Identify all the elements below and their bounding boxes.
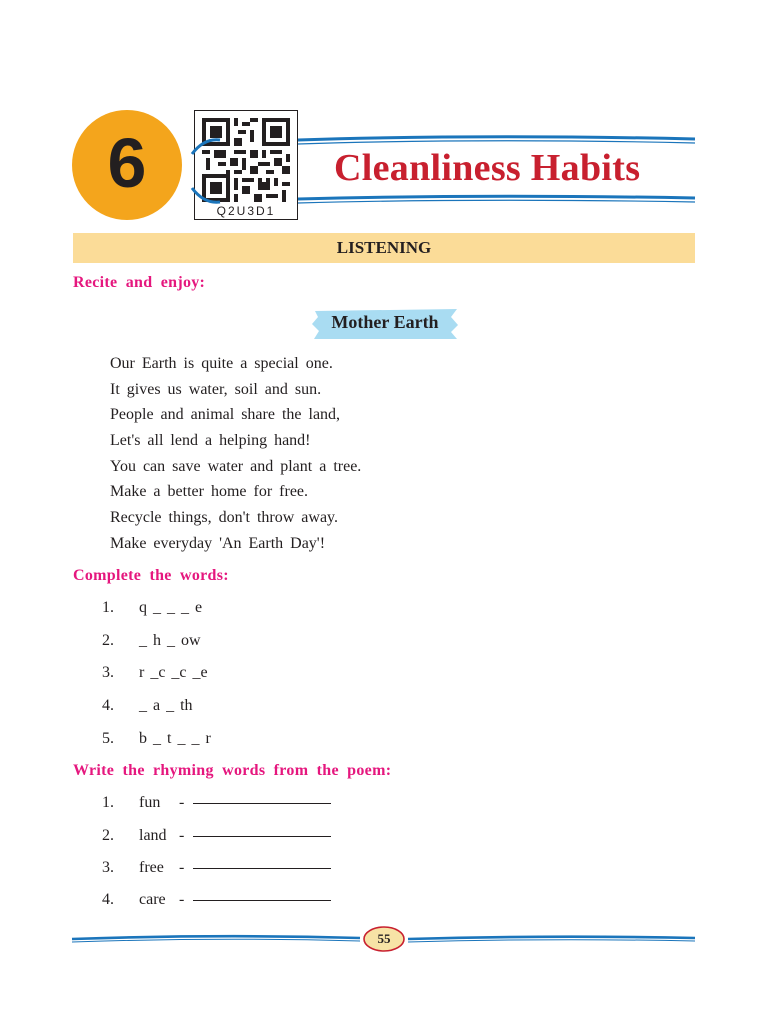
chapter-number: 6: [107, 124, 147, 202]
word-puzzle: r _c _c _e: [139, 664, 208, 681]
rhyming-heading: Write the rhyming words from the poem:: [73, 762, 392, 779]
list-item: [102, 664, 208, 682]
section-title: LISTENING: [336, 238, 432, 257]
poem-line: Our Earth is quite a special one.: [110, 355, 333, 372]
word-puzzle: _ h _ ow: [139, 632, 201, 649]
list-item: [102, 730, 211, 748]
poem-title: Mother Earth: [331, 312, 439, 332]
item-number: 2.: [102, 632, 114, 649]
dash: -: [179, 859, 185, 876]
word-puzzle: b _ t _ _ r: [139, 730, 211, 747]
section-band: [73, 233, 695, 263]
chapter-number-badge: [72, 110, 182, 220]
item-number: 1.: [102, 794, 114, 811]
page-number-badge: [362, 925, 406, 953]
chapter-title: Cleanliness Habits: [334, 147, 641, 189]
poem-line: Make a better home for free.: [110, 483, 309, 501]
poem-line: You can save water and plant a tree.: [110, 457, 362, 475]
poem: [110, 353, 361, 559]
dash: -: [179, 794, 185, 811]
dash: -: [179, 891, 185, 908]
poem-line: It gives us water, soil and sun.: [110, 380, 322, 398]
list-item: [102, 599, 202, 617]
answer-blank[interactable]: [193, 867, 331, 869]
rhyme-word: fun: [139, 794, 161, 811]
dash: -: [179, 827, 185, 844]
item-number: 3.: [102, 664, 114, 681]
item-number: 5.: [102, 730, 114, 747]
list-item: [102, 794, 331, 812]
item-number: 2.: [102, 827, 114, 844]
poem-line: Make everyday 'An Earth Day'!: [110, 534, 326, 552]
word-puzzle: q _ _ _ e: [139, 599, 203, 616]
qr-code-label: Q2U3D1: [216, 204, 276, 218]
poem-line: Let's all lend a helping hand!: [110, 432, 311, 450]
poem-line: People and animal share the land,: [110, 406, 341, 424]
item-number: 1.: [102, 599, 114, 616]
list-item: [102, 859, 331, 877]
item-number: 3.: [102, 859, 114, 876]
item-number: 4.: [102, 697, 114, 714]
page-number: 55: [377, 931, 391, 946]
poem-title-label: [311, 308, 459, 340]
rhyme-word: free: [139, 859, 164, 876]
list-item: [102, 827, 331, 845]
answer-blank[interactable]: [193, 802, 331, 804]
rhyme-word: land: [139, 827, 167, 844]
list-item: [102, 632, 201, 650]
answer-blank[interactable]: [193, 835, 331, 837]
complete-words-heading: Complete the words:: [73, 567, 229, 584]
list-item: [102, 697, 193, 715]
item-number: 4.: [102, 891, 114, 908]
word-puzzle: _ a _ th: [139, 697, 193, 714]
answer-blank[interactable]: [193, 899, 331, 901]
poem-line: Recycle things, don't throw away.: [110, 509, 339, 527]
rhyme-word: care: [139, 891, 166, 908]
recite-heading: Recite and enjoy:: [73, 274, 206, 291]
list-item: [102, 891, 331, 909]
